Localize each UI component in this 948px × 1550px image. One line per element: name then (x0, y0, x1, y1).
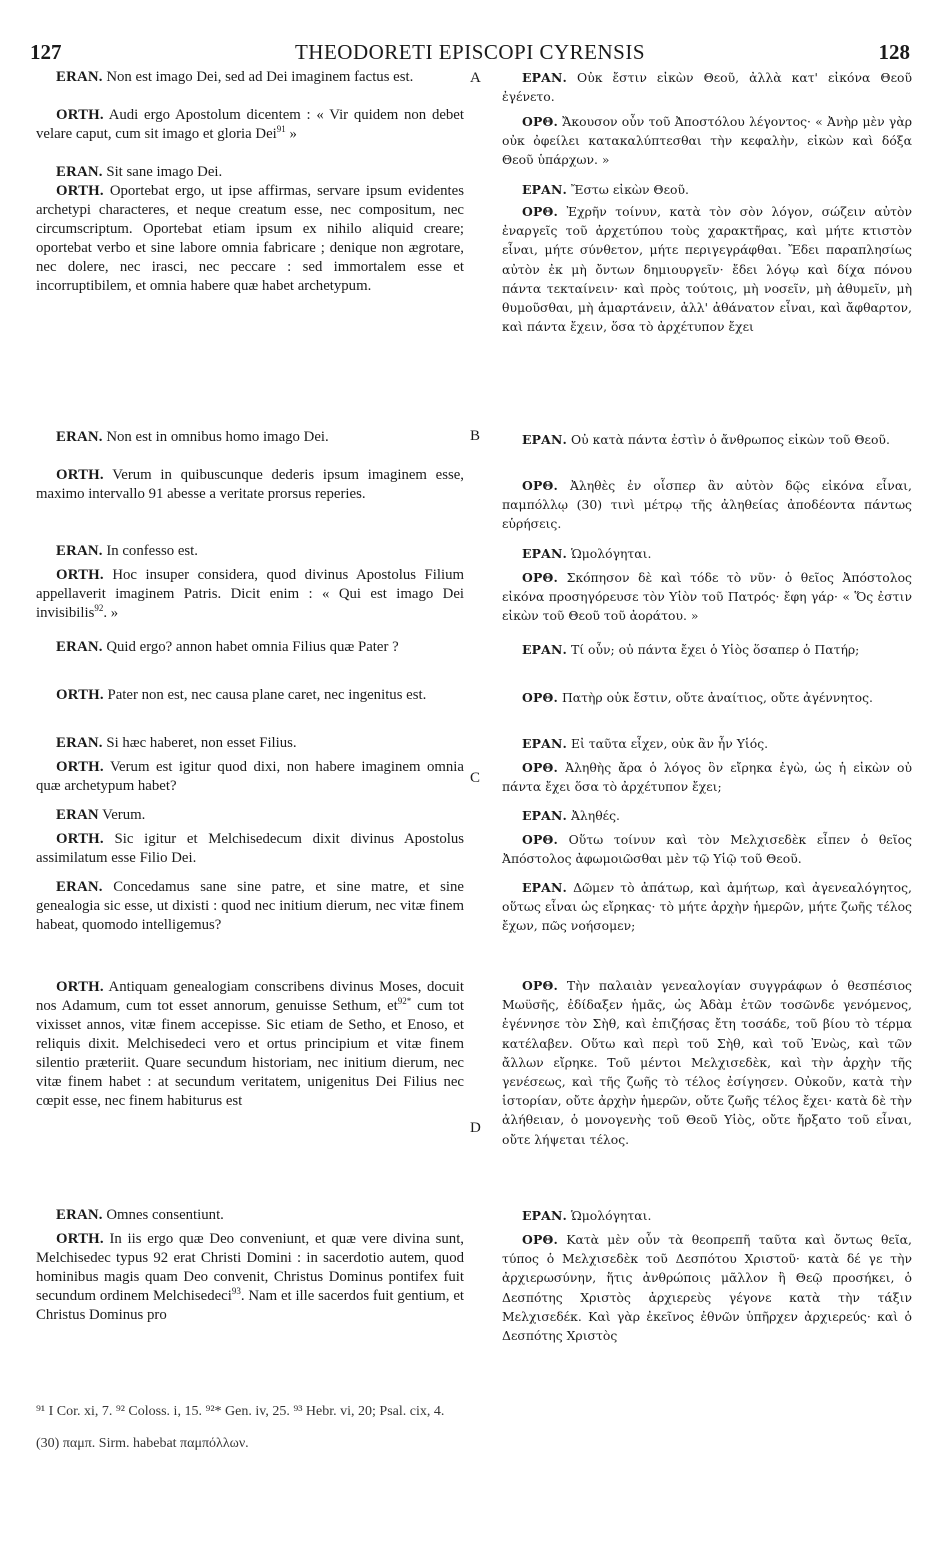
greek-paragraph: ΕΡΑΝ. Ἔστω εἰκὼν Θεοῦ. (522, 182, 689, 197)
speaker: ERAN. (56, 164, 103, 180)
speaker: ΟΡΘ. (522, 1232, 559, 1247)
footnote-variant: (30) παμπ. Sirm. habebat παμπόλλων. (36, 1436, 249, 1451)
latin-paragraph: ERAN. Si hæc haberet, non esset Filius. (56, 735, 297, 751)
speaker: ERAN. (56, 543, 103, 559)
speaker: ΕΡΑΝ. (522, 70, 568, 85)
footnote-ref: 92* (397, 996, 412, 1007)
greek-paragraph: ΟΡΘ. Ἀληθὲς ἐν οἷσπερ ἂν αὐτὸν δῷς εἰκόνα εἶναι, παμπόλλῳ (30) τινὶ μέτρῳ τῆς ἀληθείας ἀποδέοντα πάντως εὑρήσεις. (502, 478, 912, 532)
latin-paragraph: ORTH. Oportebat ergo, ut ipse affirmas, servare ipsum evidentes archetypi characteres, et neque creatum esse, nec compositum, nec circumscriptum. Oportebat etiam ipsum ex nihilo aliquid creare; oportebat verbo et sine labore omnia fabricare ; denique non ægrotare, nec dolere, nec irasci, nec peccare : sed immortalem esse et incorruptibilem, et omnia habere quæ habet archetypum. (36, 183, 464, 294)
speaker: ERAN. (56, 69, 103, 85)
latin-paragraph: ORTH. Antiquam genealogiam conscribens divinus Moses, docuit nos Adamum, cum tot esset annorum, genuisse Sethum, et$^{92*}$ cum tot vixisset annos, vitæ finem accepisse. Sic etiam de Setho, et Enoso, et reliquis dixit. Melchisedeci vero et ortus principium et vitæ finem silentio præteriit. Quare secundum historiam, nec initium dierum, nec vitæ finem habet : at secundum veritatem, unigenitus Dei Filius nec cœpit esse, nec finem habiturus est (36, 979, 464, 1109)
speaker: ΟΡΘ. (522, 978, 559, 993)
speaker: ERAN (56, 807, 99, 823)
greek-paragraph: ΕΡΑΝ. Δῶμεν τὸ ἀπάτωρ, καὶ ἀμήτωρ, καὶ ἀγενεαλόγητος, οὕτως εἶναι ὡς εἴρηκας· τὸ μήτε ἀρχὴν ἡμερῶν, μήτε ζωῆς τέλος ἔχων, πῶς νοήσομεν; (502, 880, 912, 934)
speaker: ORTH. (56, 1231, 104, 1247)
speaker: ΕΡΑΝ. (522, 642, 568, 657)
latin-paragraph: ORTH. Audi ergo Apostolum dicentem : « Vir quidem non debet velare caput, cum sit imago et gloria Dei$^{91}$ » (36, 107, 464, 142)
greek-paragraph: ΟΡΘ. Ἐχρῆν τοίνυν, κατὰ τὸν σὸν λόγον, σώζειν αὐτὸν ἐναργεῖς τοῦ ἀρχετύπου τοὺς χαρακτῆρας, καὶ μήτε κτιστὸν εἶναι, μήτε σύνθετον, μήτε περιγεγράφθαι. Ἔδει παραπλησίως αὐτὸν ἐκ μὴ ὄντων δημιουργεῖν· ἔδει λόγῳ καὶ δίχα πόνου πάντα τεκταίνειν· καὶ πρὸς τούτοις, μὴ νοσεῖν, μὴ ἀθυμεῖν, μὴ θυμοῦσθαι, μὴ ἁμαρτάνειν, ἀλλ' ἀθάνατον εἶναι, καὶ ἄφθαρτον, καὶ πάντα ἔχειν, ὅσα τὸ ἀρχέτυπον ἔχει (502, 204, 912, 335)
greek-paragraph: ΟΡΘ. Οὕτω τοίνυν καὶ τὸν Μελχισεδὲκ εἶπεν ὁ θεῖος Ἀπόστολος ἀφωμοιῶσθαι μὲν τῷ Υἱῷ τοῦ Θεοῦ. (502, 832, 912, 867)
speaker: ΟΡΘ. (522, 760, 559, 775)
latin-paragraph: ORTH. Hoc insuper considera, quod divinus Apostolus Filium appellaverit imaginem Patris. Dicit enim : « Qui est imago Dei invisibilis$^{92}$. » (36, 567, 464, 621)
page-number-left: 127 (30, 40, 62, 64)
speaker: ΕΡΑΝ. (522, 736, 568, 751)
speaker: ERAN. (56, 429, 103, 445)
speaker: ΕΡΑΝ. (522, 432, 568, 447)
greek-paragraph: ΟΡΘ. Κατὰ μὲν οὖν τὰ θεοπρεπῆ ταῦτα καὶ ὄντως θεῖα, τύπος ὁ Μελχισεδὲκ τοῦ Δεσπότου Χριστοῦ· κατὰ δέ γε τὴν ἀρχιερωσύνην, ἥτις ἀνθρώποις μᾶλλον ἢ Θεῷ προσήκει, ὁ Δεσπότης Χριστὸς ἀρχιερεὺς γέγονε κατὰ τὴν τάξιν Μελχισεδέκ. Καὶ γὰρ ἐκεῖνος ἐθνῶν ὑπῆρχεν ἀρχιερεύς· καὶ ὁ Δεσπότης Χριστὸς (502, 1232, 912, 1344)
speaker: ORTH. (56, 183, 104, 199)
speaker: ERAN. (56, 639, 103, 655)
margin-letter-b: B (470, 428, 481, 444)
speaker: ERAN. (56, 1207, 103, 1223)
greek-paragraph: ΕΡΑΝ. Ἀληθές. (522, 808, 620, 823)
margin-letter-c: C (470, 770, 481, 786)
speaker: ΕΡΑΝ. (522, 1208, 568, 1223)
footnotes: ⁹¹ I Cor. xi, 7. ⁹² Coloss. i, 15. ⁹²* Gen. iv, 25. ⁹³ Hebr. vi, 20; Psal. cix, 4. (36, 1404, 445, 1419)
speaker: ORTH. (56, 567, 104, 583)
speaker: ERAN. (56, 879, 103, 895)
speaker: ΟΡΘ. (522, 114, 559, 129)
greek-paragraph: ΟΡΘ. Τὴν παλαιὰν γενεαλογίαν συγγράφων ὁ θεσπέσιος Μωϋσῆς, ἐδίδαξεν ἡμᾶς, ὡς Ἀδὰμ ἐτῶν τοσῶνδε γενόμενος, ἐγέννησε τὸν Σὴθ, καὶ ἐπιζήσας ἔτη τοσάδε, τοῦ βίου τὸ τέρμα κατέλαβεν. Οὕτω καὶ περὶ τοῦ Σὴθ, καὶ τοῦ Ἐνὼς, καὶ τῶν ἄλλων εἴρηκε. Τοῦ μέντοι Μελχισεδὲκ, καὶ τὴν ἀρχὴν τῆς γενέσεως, καὶ τῆς ζωῆς τὸ τέλος ἐσίγησεν. Οὐκοῦν, κατὰ τὴν ἱστορίαν, οὔτε ἀρχὴν ἡμερῶν, οὔτε ζωῆς τέλος ἔχει· κατὰ δὲ τὴν ἀλήθειαν, ὁ μονογενὴς τοῦ Θεοῦ Υἱὸς, οὔτε ἤρξατο τοῦ εἶναι, οὔτε λήψεται τέλος. (502, 978, 912, 1147)
speaker: ERAN. (56, 735, 103, 751)
latin-paragraph: ERAN. Sit sane imago Dei. (56, 164, 223, 180)
margin-letter-d: D (470, 1120, 481, 1136)
speaker: ΟΡΘ. (522, 478, 559, 493)
latin-paragraph: ORTH. Verum est igitur quod dixi, non habere imaginem omnia quæ archetypum habet? (36, 759, 464, 794)
greek-paragraph: ΕΡΑΝ. Οὐ κατὰ πάντα ἐστὶν ὁ ἄνθρωπος εἰκὼν τοῦ Θεοῦ. (522, 432, 890, 447)
speaker: ΟΡΘ. (522, 832, 559, 847)
greek-paragraph: ΕΡΑΝ. Οὐκ ἔστιν εἰκὼν Θεοῦ, ἀλλὰ κατ' εἰκόνα Θεοῦ ἐγένετο. (502, 70, 912, 105)
greek-paragraph: ΟΡΘ. Ἄκουσον οὖν τοῦ Ἀποστόλου λέγοντος· « Ἀνὴρ μὲν γὰρ οὐκ ὀφείλει κατακαλύπτεσθαι τὴν κεφαλὴν, εἰκὼν καὶ δόξα Θεοῦ ὑπάρχων. » (502, 114, 912, 168)
margin-letter-a: A (470, 70, 481, 86)
latin-paragraph: ERAN. Omnes consentiunt. (56, 1207, 224, 1223)
footnote-ref: 93 (231, 1286, 241, 1297)
greek-paragraph: ΕΡΑΝ. Τί οὖν; οὐ πάντα ἔχει ὁ Υἱὸς ὅσαπερ ὁ Πατήρ; (522, 642, 860, 657)
speaker: ORTH. (56, 687, 104, 703)
latin-paragraph: ERAN. In confesso est. (56, 543, 198, 559)
latin-paragraph: ERAN. Quid ergo? annon habet omnia Filius quæ Pater ? (56, 639, 399, 655)
speaker: ΟΡΘ. (522, 570, 559, 585)
latin-paragraph: ORTH. Pater non est, nec causa plane caret, nec ingenitus est. (56, 687, 427, 703)
speaker: ΕΡΑΝ. (522, 808, 568, 823)
latin-paragraph: ORTH. Sic igitur et Melchisedecum dixit divinus Apostolus assimilatum esse Filio Dei. (36, 831, 464, 866)
speaker: ORTH. (56, 759, 104, 775)
latin-paragraph: ERAN. Concedamus sane sine patre, et sine matre, et sine genealogia sic esse, ut dixisti : quod nec initium dierum, nec vitæ finem habeat, quomodo intelligemus? (36, 879, 464, 933)
speaker: ORTH. (56, 467, 104, 483)
greek-paragraph: ΟΡΘ. Πατὴρ οὐκ ἔστιν, οὔτε ἀναίτιος, οὔτε ἀγέννητος. (522, 690, 873, 705)
speaker: ORTH. (56, 979, 104, 995)
latin-paragraph: ERAN. Non est imago Dei, sed ad Dei imaginem factus est. (56, 69, 414, 85)
greek-paragraph: ΕΡΑΝ. Εἰ ταῦτα εἶχεν, οὐκ ἂν ἦν Υἱός. (522, 736, 769, 751)
greek-paragraph: ΕΡΑΝ. Ὡμολόγηται. (522, 546, 652, 561)
speaker: ΟΡΘ. (522, 204, 559, 219)
greek-paragraph: ΟΡΘ. Σκόπησον δὲ καὶ τόδε τὸ νῦν· ὁ θεῖος Ἀπόστολος εἰκόνα προσηγόρευσε τὸν Υἱὸν τοῦ Πατρός· ἔφη γάρ· « Ὅς ἐστιν εἰκὼν τοῦ Θεοῦ τοῦ ἀοράτου. » (502, 570, 912, 624)
latin-paragraph: ORTH. In iis ergo quæ Deo conveniunt, et quæ vere divina sunt, Melchisedec typus 92 erat Christi Domini : in sacerdotio autem, quod hominibus magis quam Deo convenit, Christus Dominus pontifex fuit secundum ordinem Melchisedeci$^{93}$. Nam et ille sacerdos fuit gentium, et Christus Dominus pro (36, 1231, 465, 1323)
speaker: ΕΡΑΝ. (522, 880, 568, 895)
page-number-right: 128 (878, 40, 910, 64)
latin-paragraph: ERAN. Non est in omnibus homo imago Dei. (56, 429, 329, 445)
greek-paragraph: ΟΡΘ. Ἀληθὴς ἄρα ὁ λόγος ὃν εἴρηκα ἐγὼ, ὡς ἡ εἰκὼν οὐ πάντα ἔχει ὅσα τὸ ἀρχέτυπον ἔχει; (502, 760, 912, 795)
running-head (30, 40, 910, 66)
speaker: ΕΡΑΝ. (522, 182, 568, 197)
speaker: ORTH. (56, 107, 104, 123)
speaker: ΟΡΘ. (522, 690, 559, 705)
footnote-ref: 91 (276, 124, 286, 135)
greek-paragraph: ΕΡΑΝ. Ὡμολόγηται. (522, 1208, 652, 1223)
page-title: THEODORETI EPISCOPI CYRENSIS (294, 40, 646, 64)
latin-paragraph: ORTH. Verum in quibuscunque dederis ipsum imaginem esse, maximo intervallo 91 abesse a veritate prorsus reperies. (36, 467, 464, 502)
footnote-ref: 92 (94, 603, 104, 614)
speaker: ΕΡΑΝ. (522, 546, 568, 561)
speaker: ORTH. (56, 831, 104, 847)
latin-paragraph: ERAN Verum. (56, 807, 146, 823)
